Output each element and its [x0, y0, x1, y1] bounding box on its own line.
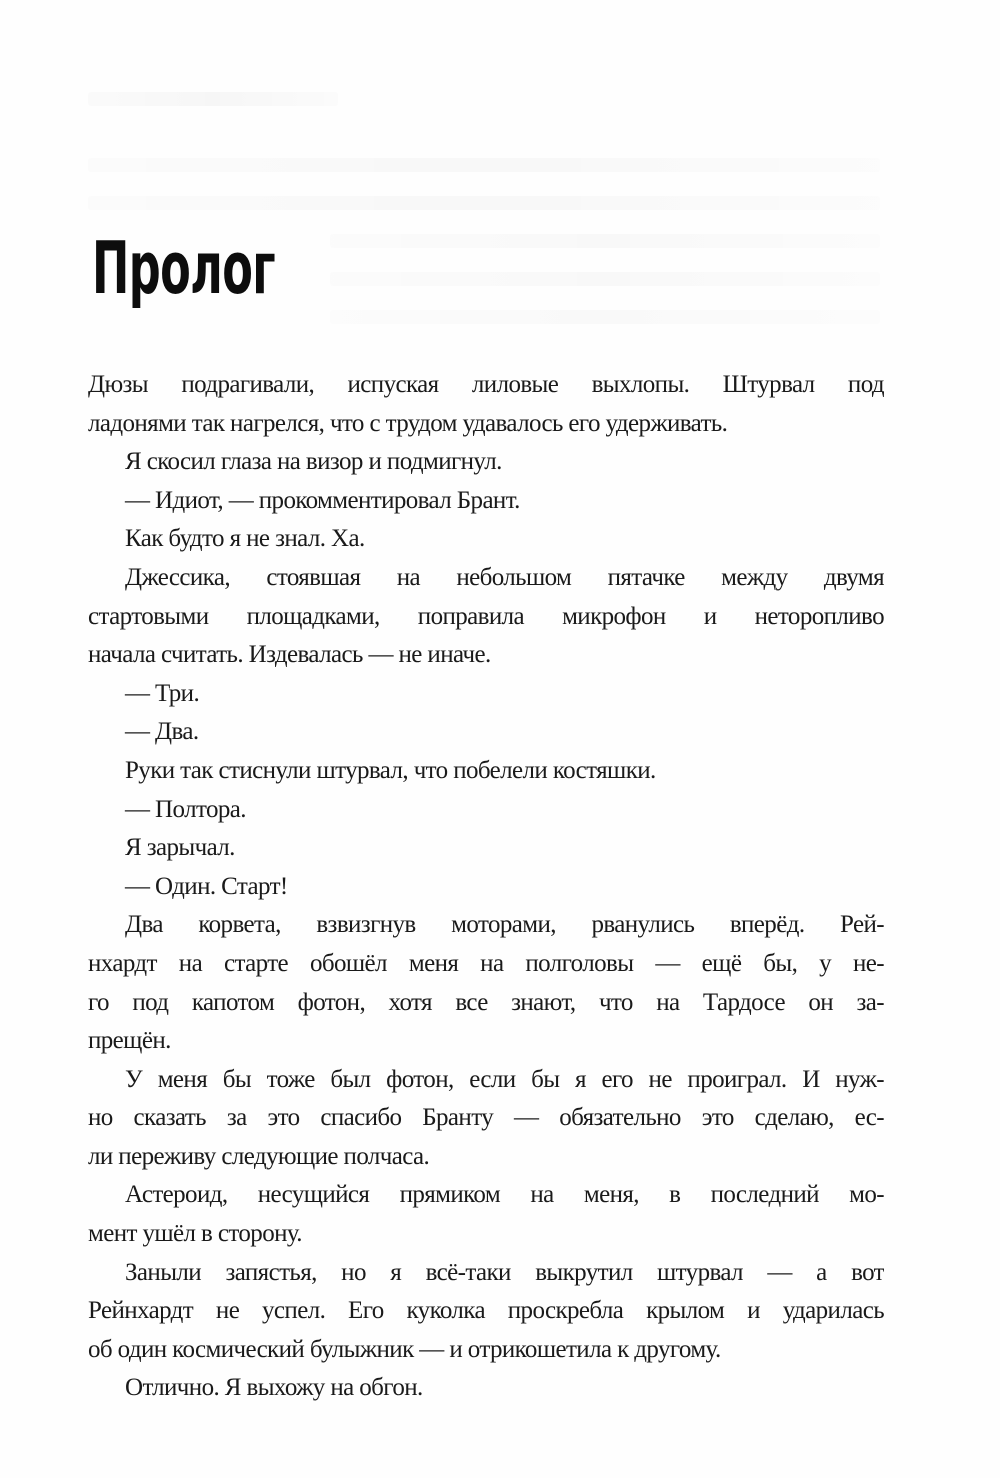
text-line: — Три.: [125, 679, 200, 707]
text-line: — Полтора.: [125, 795, 246, 823]
text-line: Джессика, стоявшая на небольшом пятачке между двумя: [125, 563, 884, 591]
text-line: — Два.: [125, 718, 199, 746]
text-line: об один космический булыжник — и отрикошетила к другому.: [88, 1335, 721, 1363]
text-line: начала считать. Издевалась — не иначе.: [88, 641, 491, 669]
text-line: прещён.: [88, 1027, 171, 1055]
text-line: стартовыми площадками, поправила микрофон и неторопливо: [88, 602, 884, 630]
text-line: ладонями так нагрелся, что с трудом удавалось его удерживать.: [88, 409, 728, 437]
show-through-decoration: [330, 310, 880, 324]
text-line: Астероид, несущийся прямиком на меня, в последний мо-: [125, 1181, 884, 1209]
show-through-decoration: [330, 272, 880, 286]
text-line: Два корвета, взвизгнув моторами, рванулись вперёд. Рей-: [125, 911, 884, 939]
show-through-decoration: [88, 158, 880, 172]
text-line: Как будто я не знал. Ха.: [125, 525, 365, 553]
show-through-decoration: [330, 234, 880, 248]
text-line: Отлично. Я выхожу на обгон.: [125, 1374, 423, 1402]
text-line: Рейнхардт не успел. Его куколка проскребла крылом и ударилась: [88, 1297, 884, 1325]
text-line: Я зарычал.: [125, 834, 235, 862]
text-line: Я скосил глаза на визор и подмигнул.: [125, 448, 502, 476]
text-line: — Один. Старт!: [125, 872, 288, 900]
chapter-title: Пролог: [92, 226, 275, 310]
body-text: [88, 366, 884, 1408]
text-line: мент ушёл в сторону.: [88, 1220, 302, 1248]
text-line: У меня бы тоже был фотон, если бы я его не проиграл. И нуж-: [125, 1065, 884, 1093]
text-line: Дюзы подрагивали, испуская лиловые выхлопы. Штурвал под: [88, 371, 884, 398]
text-line: нхардт на старте обошёл меня на полголовы — ещё бы, у не-: [88, 949, 884, 977]
text-line: Заныли запястья, но я всё-таки выкрутил штурвал — а вот: [125, 1258, 884, 1286]
text-line: — Идиот, — прокомментировал Брант.: [125, 486, 520, 514]
show-through-decoration: [88, 92, 338, 106]
text-line: но сказать за это спасибо Бранту — обязательно это сделаю, ес-: [88, 1104, 884, 1132]
text-line: го под капотом фотон, хотя все знают, что на Тардосе он за-: [88, 988, 884, 1016]
show-through-decoration: [88, 196, 880, 210]
text-line: ли переживу следующие полчаса.: [88, 1142, 430, 1170]
text-line: Руки так стиснули штурвал, что побелели костяшки.: [125, 756, 656, 784]
